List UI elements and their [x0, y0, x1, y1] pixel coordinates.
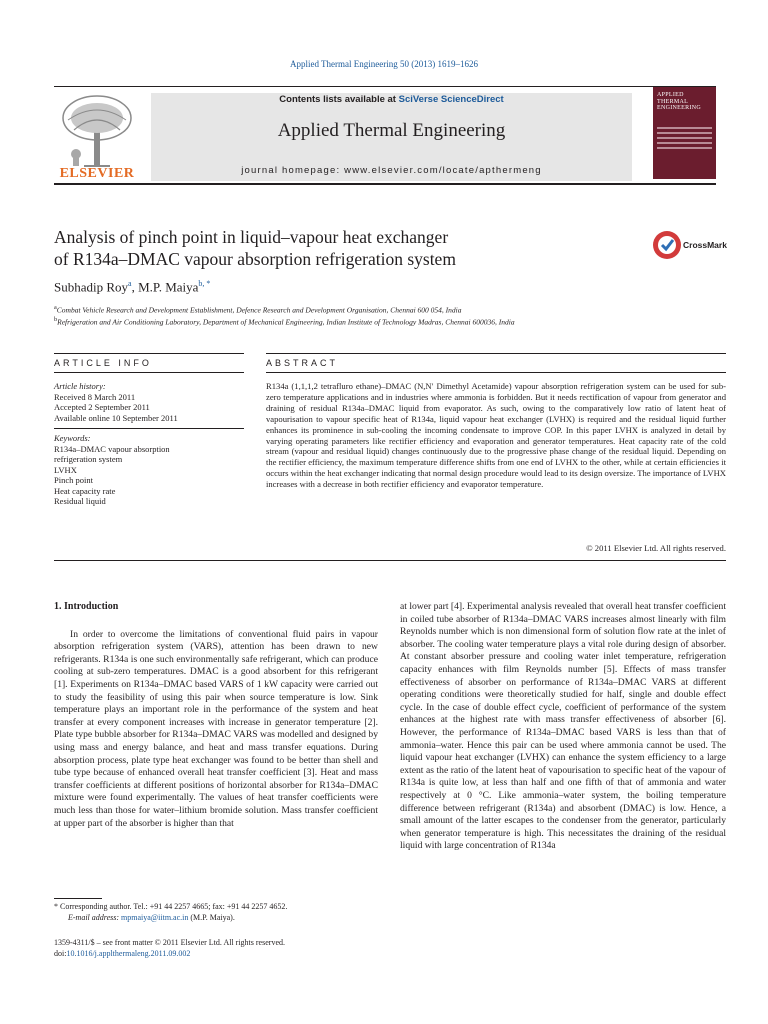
cover-title: APPLIED THERMAL ENGINEERING: [657, 92, 701, 111]
keyword: Pinch point: [54, 475, 93, 485]
affiliation-a: [54, 304, 462, 315]
keyword: refrigeration system: [54, 454, 123, 464]
contents-line: [151, 94, 632, 105]
footnote-text: Corresponding author. Tel.: +91 44 2257 4665; fax: +91 44 2257 4652.: [58, 902, 288, 911]
author-list: [54, 279, 210, 295]
cover-decoration: [657, 127, 712, 152]
abstract-heading: ABSTRACT: [266, 358, 339, 368]
email-suffix: (M.P. Maiya).: [188, 913, 235, 922]
affiliation-b-mark: b: [54, 316, 58, 323]
journal-cover[interactable]: [653, 87, 716, 179]
abstract-end-rule: [54, 560, 726, 561]
article-title: [54, 226, 614, 270]
keyword: Heat capacity rate: [54, 485, 116, 496]
online-date: Available online 10 September 2011: [54, 412, 178, 423]
title-line-2: of R134a–DMAC vapour absorption refrigeration system: [54, 249, 456, 269]
section-title: 1. Introduction: [54, 601, 119, 612]
keyword: Residual liquid: [54, 496, 106, 506]
affiliation-b: [54, 316, 515, 327]
abstract-rule-2: [266, 372, 726, 373]
accepted-date: Accepted 2 September 2011: [54, 402, 150, 412]
crossmark-icon[interactable]: [652, 230, 682, 260]
article-info-heading: ARTICLE INFO: [54, 358, 152, 368]
article-info-rule: [54, 353, 244, 354]
journal-citation[interactable]: Applied Thermal Engineering 50 (2013) 1619–1626: [289, 59, 479, 69]
affiliation-mark[interactable]: a: [128, 279, 132, 288]
publisher-logo[interactable]: ELSEVIER: [59, 166, 135, 181]
keywords-label: Keywords:: [54, 433, 91, 443]
affiliation-b-text: Refrigeration and Air Conditioning Laboratory, Department of Mechanical Engineering, Indian Institute of Technology Madras, Chennai 600036, India: [57, 317, 515, 327]
footnote: [54, 901, 378, 923]
header-divider-bottom: [54, 183, 716, 185]
received-date: Received 8 March 2011: [54, 391, 136, 402]
contents-prefix: Contents lists available at: [279, 94, 399, 105]
doi-prefix: doi:: [54, 949, 67, 958]
keyword: R134a–DMAC vapour absorption: [54, 443, 170, 454]
email-label: E-mail address:: [68, 913, 122, 922]
paragraph: In order to overcome the limitations of conventional fluid pairs in vapour absorption refrigeration system (VARS), attention has been drawn to new refrigerants. R134a is one such environmentally safe refrigerant, which can produce cooling at sub-zero temperatures. DMAC is a good absorbent for this refrigerant [1]. Experiments on R134a–DMAC based VARS of 1 kW capacity were carried out to study the feasibility of using this pair when source temperature is low. Sink temperature plays an important role in the performance of the system and heat transfer at every component increases with increase in generator temperature [2]. Plate type bubble absorber for R134a–DMAC VARS was modelled and designed by using mass and energy balance, and heat and mass transfer equations. During absorption process, plate type heat exchanger was found to be better than shell and tube type because of enhanced overall heat transfer coefficient [3]. Heat and mass transfer coefficients at different positions of horizontal absorber for R134a–DMAC mixture were found experimentally. The values of heat transfer coefficients were much less than those for water–lithium bromide solution. Mass transfer coefficient at upper part of the absorber is higher than that: [54, 628, 378, 829]
article-info: [54, 381, 244, 507]
footnote-divider: [54, 898, 102, 899]
affiliation-a-text: Combat Vehicle Research and Development Establishment, Defence Research and Development Organisation, Chennai 600 054, India: [56, 305, 462, 315]
body-column-right: [400, 601, 726, 853]
footnote-mark: *: [54, 902, 58, 911]
doi-link[interactable]: 10.1016/j.applthermaleng.2011.09.002: [66, 949, 191, 958]
issn-line: 1359-4311/$ – see front matter © 2011 Elsevier Ltd. All rights reserved.: [54, 938, 285, 947]
page-footer: [54, 937, 378, 959]
body-column-left: [54, 601, 378, 830]
author-name: M.P. Maiya: [138, 279, 199, 295]
info-divider: [54, 423, 244, 429]
affiliation-a-mark: a: [54, 304, 57, 311]
copyright-line: © 2011 Elsevier Ltd. All rights reserved.: [586, 543, 726, 553]
paragraph: at lower part [4]. Experimental analysis revealed that overall heat transfer coefficient in coiled tube absorber of R134a–DMAC VARS increases almost linearly with film Reynolds number which is non dimensional form of solution flow rate at the inlet of absorber. The cooling water temperature plays a vital role during design of absorber. At constant absorber pressure and cooling water inlet temperature, refrigeration capacity enhances with film Reynolds number [5]. Effects of mass transfer effectiveness of absorber on performance of R134a–DMAC VARS at different operating conditions were theoretically studied for half, single and double effect cycle. In the case of double effect cycle, coefficient of performance of the system enhances at the highest rate with mass transfer effectiveness of absorber [6]. However, the performance of R134a–DMAC based VARS is less than that of ammonia–water. Hence this pair can be used where ammonia cannot be used. The liquid vapour heat exchanger (LVHX) can enhance the system efficiency to a large extent as the ratio of the latent heat of vapourisation to specific heat of the vapour of R134a is quite low, at less than half and one fifth of that of ammonia and water respectively at 0 °C. Like ammonia–water system, the boiling temperature difference between refrigerant (R134a) and absorbent (DMAC) is low. Hence, a small amount of the latter escapes to the condenser from the generator, particularly when generator temperature is high. This necessitates the draining of the residual liquid with large concentration of R134a: [400, 601, 726, 852]
abstract-text: R134a (1,1,1,2 tetrafluro ethane)–DMAC (N,N′ Dimethyl Acetamide) vapour absorption refrigeration system can be used for sub-zero temperature applications and in industries where ammonia is forbidden. But it needs rectification of vapour from generator and draining of residual R134a–DMAC liquid from evaporator. As such, owing to the comparatively low ratio of latent heat of vapourisation to vapour specific heat of R134a, liquid vapour heat exchanger (LVHX) is required and the residual liquid further enhances its prominence in sub-cooling the incoming condensate to improve COP. In this paper LVHX is analyzed in detail by varying operating parameters like rectifier efficiency and evaporation and generator temperatures. Heat capacity rate of the cold stream (vapour and residual liquid) changes continuously due to the progressive phase change of the residual liquid. Depending on the rectifier efficiency, the maximum temperature difference shifts from one end of LVHX to the other, while at certain efficiencies it occurs within the heat exchanger indicating that normal design procedure would lead to its design oversize. The importance of LVHX increases with a decrease in both rectifier efficiency and evaporator temperature.: [266, 381, 726, 490]
author-name: Subhadip Roy: [54, 279, 129, 295]
affiliation-mark[interactable]: b, *: [198, 279, 211, 288]
journal-title: Applied Thermal Engineering: [277, 120, 506, 141]
article-info-rule-2: [54, 372, 244, 373]
crossmark-label[interactable]: CrossMark: [683, 240, 727, 250]
sciencedirect-link[interactable]: SciVerse ScienceDirect: [398, 94, 504, 105]
abstract-rule: [266, 353, 726, 354]
header-divider: [54, 86, 716, 87]
author-separator: ,: [131, 279, 139, 295]
email-link[interactable]: mpmaiya@iitm.ac.in: [121, 913, 189, 922]
keyword: LVHX: [54, 464, 77, 475]
journal-homepage[interactable]: journal homepage: www.elsevier.com/locate/apthermeng: [241, 165, 542, 176]
history-label: Article history:: [54, 381, 106, 391]
title-line-1: Analysis of pinch point in liquid–vapour heat exchanger: [54, 227, 449, 247]
